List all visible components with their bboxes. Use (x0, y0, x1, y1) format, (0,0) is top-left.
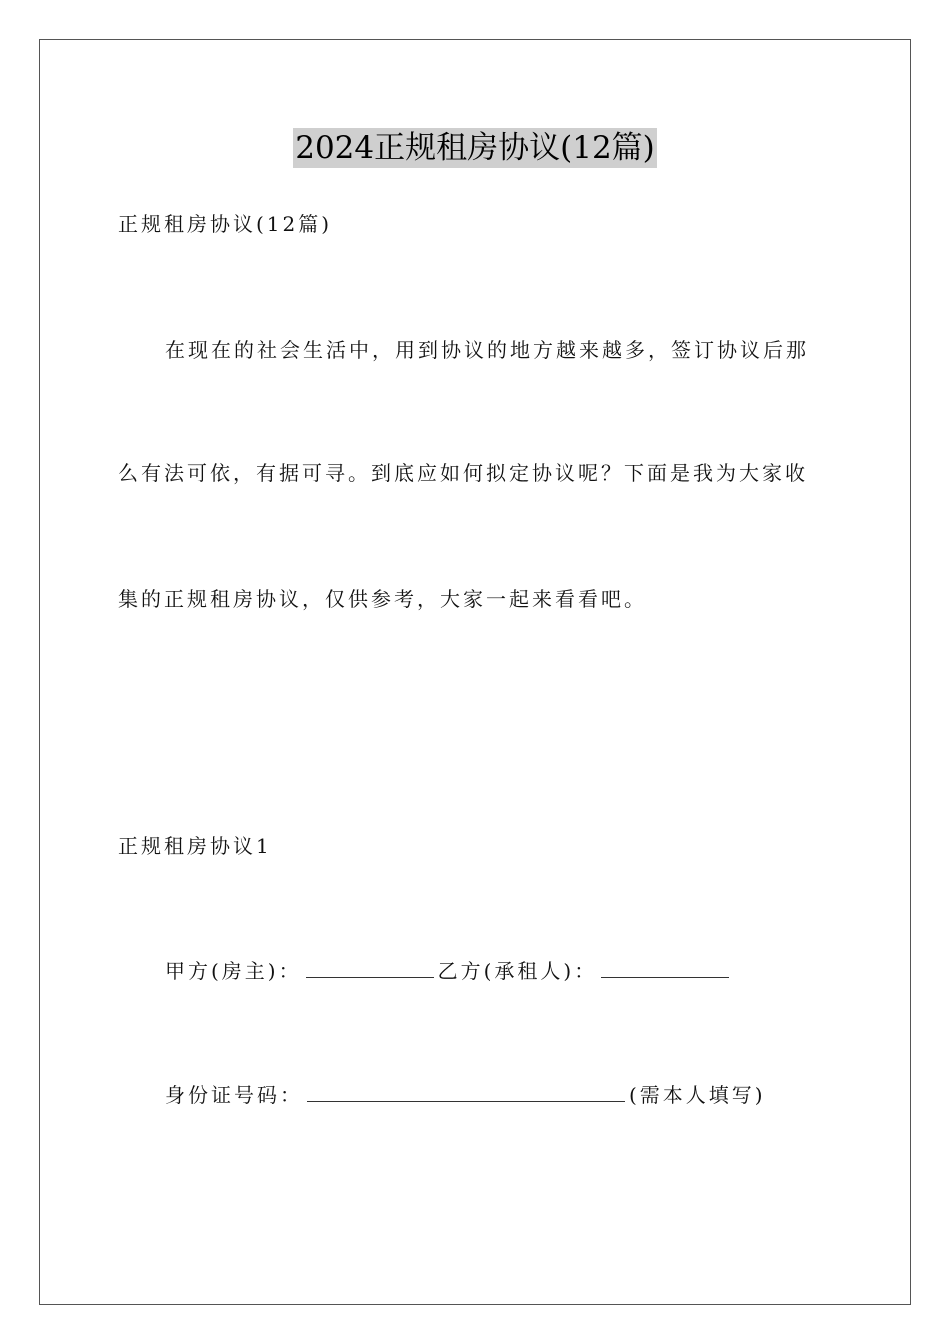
title-container (0, 128, 950, 168)
intro-line-3: 集的正规租房协议，仅供参考，大家一起来看看吧。 (118, 587, 647, 611)
document-subtitle: 正规租房协议(12篇) (118, 212, 333, 236)
id-line (165, 1081, 766, 1109)
intro-line-1: 在现在的社会生活中，用到协议的地方越来越多，签订协议后那 (165, 338, 809, 362)
section-heading: 正规租房协议1 (118, 834, 272, 858)
id-note: (需本人填写) (629, 1083, 766, 1107)
intro-line-2: 么有法可依，有据可寻。到底应如何拟定协议呢？下面是我为大家收 (118, 461, 808, 485)
party-b-label: 乙方(承租人)： (437, 959, 598, 983)
document-title: 2024正规租房协议(12篇) (295, 130, 655, 166)
party-a-blank[interactable] (306, 957, 434, 978)
id-label: 身份证号码： (165, 1083, 303, 1107)
party-line (165, 957, 733, 985)
party-b-blank[interactable] (601, 957, 729, 978)
party-a-label: 甲方(房主)： (165, 959, 302, 983)
id-number-blank[interactable] (307, 1081, 625, 1102)
